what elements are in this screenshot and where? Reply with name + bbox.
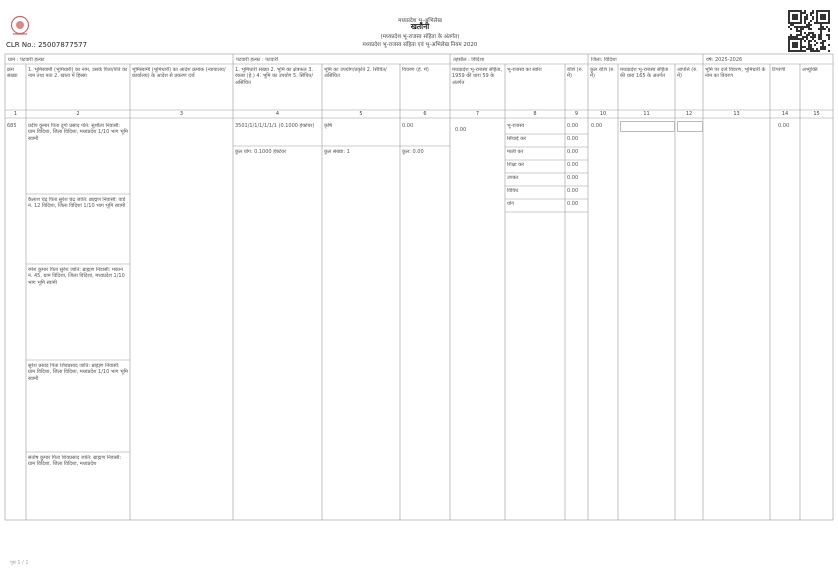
column-number: 6 [423, 111, 427, 117]
land-use-1: कृषि [324, 123, 333, 129]
revenue-label: उपकर [507, 175, 519, 181]
revenue-label: माली कर [507, 149, 524, 155]
clr-number: CLR No.: 25007877577 [6, 41, 88, 49]
owner-3: रमेश कुमार पिता सुरेश जाति: ब्राह्मण निवासी: मकान नं. 45, ग्राम विदिशा, जिला विदिशा, मध्यप्रदेश 1/10 भाग भूमि स्वामी [28, 267, 125, 286]
col-header-4: 1. भूमिधारी संख्या 2. भूमि का क्षेत्रफल 3. रकबा (हे.) 4. भूमि का उपयोग 5. सिंचित/असिंचित [235, 67, 314, 86]
owner-5: संतोष कुमार पिता शिवप्रसाद जाति: ब्राह्मण निवासी: ग्राम विदिशा, जिला विदिशा, मध्यप्रदेश [28, 455, 122, 468]
revenue-label: शिक्षा कर [507, 162, 525, 168]
owner-1: प्रदीप कुमार पिता दुर्गा प्रसाद पति: सुशीला निवासी: ग्राम विदिशा, जिला विदिशा, मध्यप्रदेश 1/10 भाग भूमि स्वामी [28, 123, 128, 142]
header-line-3: (मध्यप्रदेश भू-राजस्व संहिता के अंतर्गत) [380, 34, 460, 40]
header-line-1: मध्यप्रदेश भू-अभिलेख [398, 18, 442, 24]
column-number: 5 [359, 111, 363, 117]
header-line-4: मध्यप्रदेश भू-राजस्व संहिता एवं भू-अभिलेख नियम 2020 [362, 42, 478, 48]
area-value-2: कुल: 0.00 [402, 149, 424, 155]
column-number: 15 [813, 111, 820, 117]
revenue-value: 0.00 [567, 162, 579, 168]
col11-box [620, 121, 675, 132]
column-number: 11 [643, 111, 650, 117]
section-district: जिला: विदिशा [591, 57, 617, 63]
column-number: 1 [13, 111, 18, 117]
owner-2: कैलाश चंद्र पिता सुरेश चंद्र जाति: ब्राह्मण निवासी: वार्ड नं. 12 विदिशा, जिला विदिशा 1/10 भाग भूमि स्वामी [28, 197, 126, 210]
col-header-1: क्रम संख्या [7, 67, 18, 80]
column-number: 3 [179, 111, 184, 117]
revenue-value: 0.00 [567, 175, 579, 181]
col-header-13: भूमि पर दर्ज विवरण, भूमिधारी के नाम का विवरण [705, 67, 766, 80]
revenue-value: 0.00 [567, 136, 579, 142]
col-header-10: कुल राशि (रु. में) [590, 67, 615, 80]
col-header-3: भूमिस्वामी (भूमिधारी) का आदेश क्रमांक (न्यायालय/कार्यालय) के आदेश से प्रकरण दर्ज [132, 67, 226, 80]
col-header-11: मध्यप्रदेश भू-राजस्व संहिता की धारा 165 के अंतर्गत [620, 67, 669, 80]
col-header-9: राशि (रु. में) [567, 67, 584, 80]
column-number: 14 [781, 111, 789, 117]
column-number: 7 [475, 111, 480, 117]
column-number: 9 [574, 111, 579, 117]
section-year: वर्ष: 2025-2026 [706, 57, 743, 63]
col7-value: 0.00 [455, 127, 467, 133]
col-header-6: विवरण (हे. में) [402, 67, 429, 73]
revenue-label: विविध [507, 188, 519, 194]
revenue-label: सिंचाई कर [507, 136, 527, 142]
land-area-1: 3501/1/1/1/1/1/1 (0.1000 हेक्टेयर) [235, 123, 315, 129]
revenue-value: 0.00 [567, 123, 579, 129]
col-header-8: भू-राजस्व का ब्योरा [507, 67, 542, 73]
area-value-1: 0.00 [402, 123, 414, 129]
revenue-label: योग [507, 201, 515, 207]
col12-box [677, 121, 703, 132]
land-use-2: कुल संख्या: 1 [324, 149, 350, 155]
col-header-14: टिप्पणी [772, 67, 786, 73]
column-number: 4 [275, 111, 280, 117]
column-number: 10 [599, 111, 607, 117]
owner-4: सुरेश प्रसाद पिता शिवप्रसाद जाति: ब्राह्मण निवासी: ग्राम विदिशा, जिला विदिशा, मध्यप्रदेश 1/10 भाग भूमि स्वामी [28, 363, 128, 382]
column-number: 12 [685, 111, 693, 117]
col-header-5: भूमि का उपयोग/प्रकृति 2. सिंचित/असिंचित [324, 67, 387, 80]
col13-value: 0.00 [778, 123, 790, 129]
revenue-value: 0.00 [567, 201, 579, 207]
col10-value: 0.00 [591, 123, 603, 129]
col-header-2: 1. भूमिस्वामी (भूमिधारी) का नाम, उसके पिता/पति का नाम तथा पता 2. खाता में हिस्सा [28, 67, 128, 80]
col-header-15: अभ्युक्ति [802, 67, 818, 73]
column-number: 2 [76, 111, 80, 117]
col-header-12: आपत्ति (रु. में) [677, 67, 698, 80]
header-title: खतौनी [410, 22, 430, 31]
revenue-value: 0.00 [567, 188, 579, 194]
revenue-label: भू-राजस्व [507, 123, 525, 129]
section-tehsil: तहसील : विदिशा [453, 57, 485, 63]
column-number: 13 [733, 111, 740, 117]
col-header-7: मध्यप्रदेश भू-राजस्व संहिता, 1959 की धारा 59 के अंतर्गत [452, 67, 503, 86]
column-number: 8 [533, 111, 537, 117]
page-footer: पृष्ठ 1 / 1 [10, 560, 29, 566]
revenue-value: 0.00 [567, 149, 579, 155]
land-area-2: कुल योग: 0.1000 हेक्टेयर [235, 149, 287, 155]
row-serial: 685 [7, 123, 17, 129]
section-survey: पटवारी हल्का : पटवारी [236, 57, 279, 63]
section-village: ग्राम : पटवारी हल्का [8, 57, 45, 63]
